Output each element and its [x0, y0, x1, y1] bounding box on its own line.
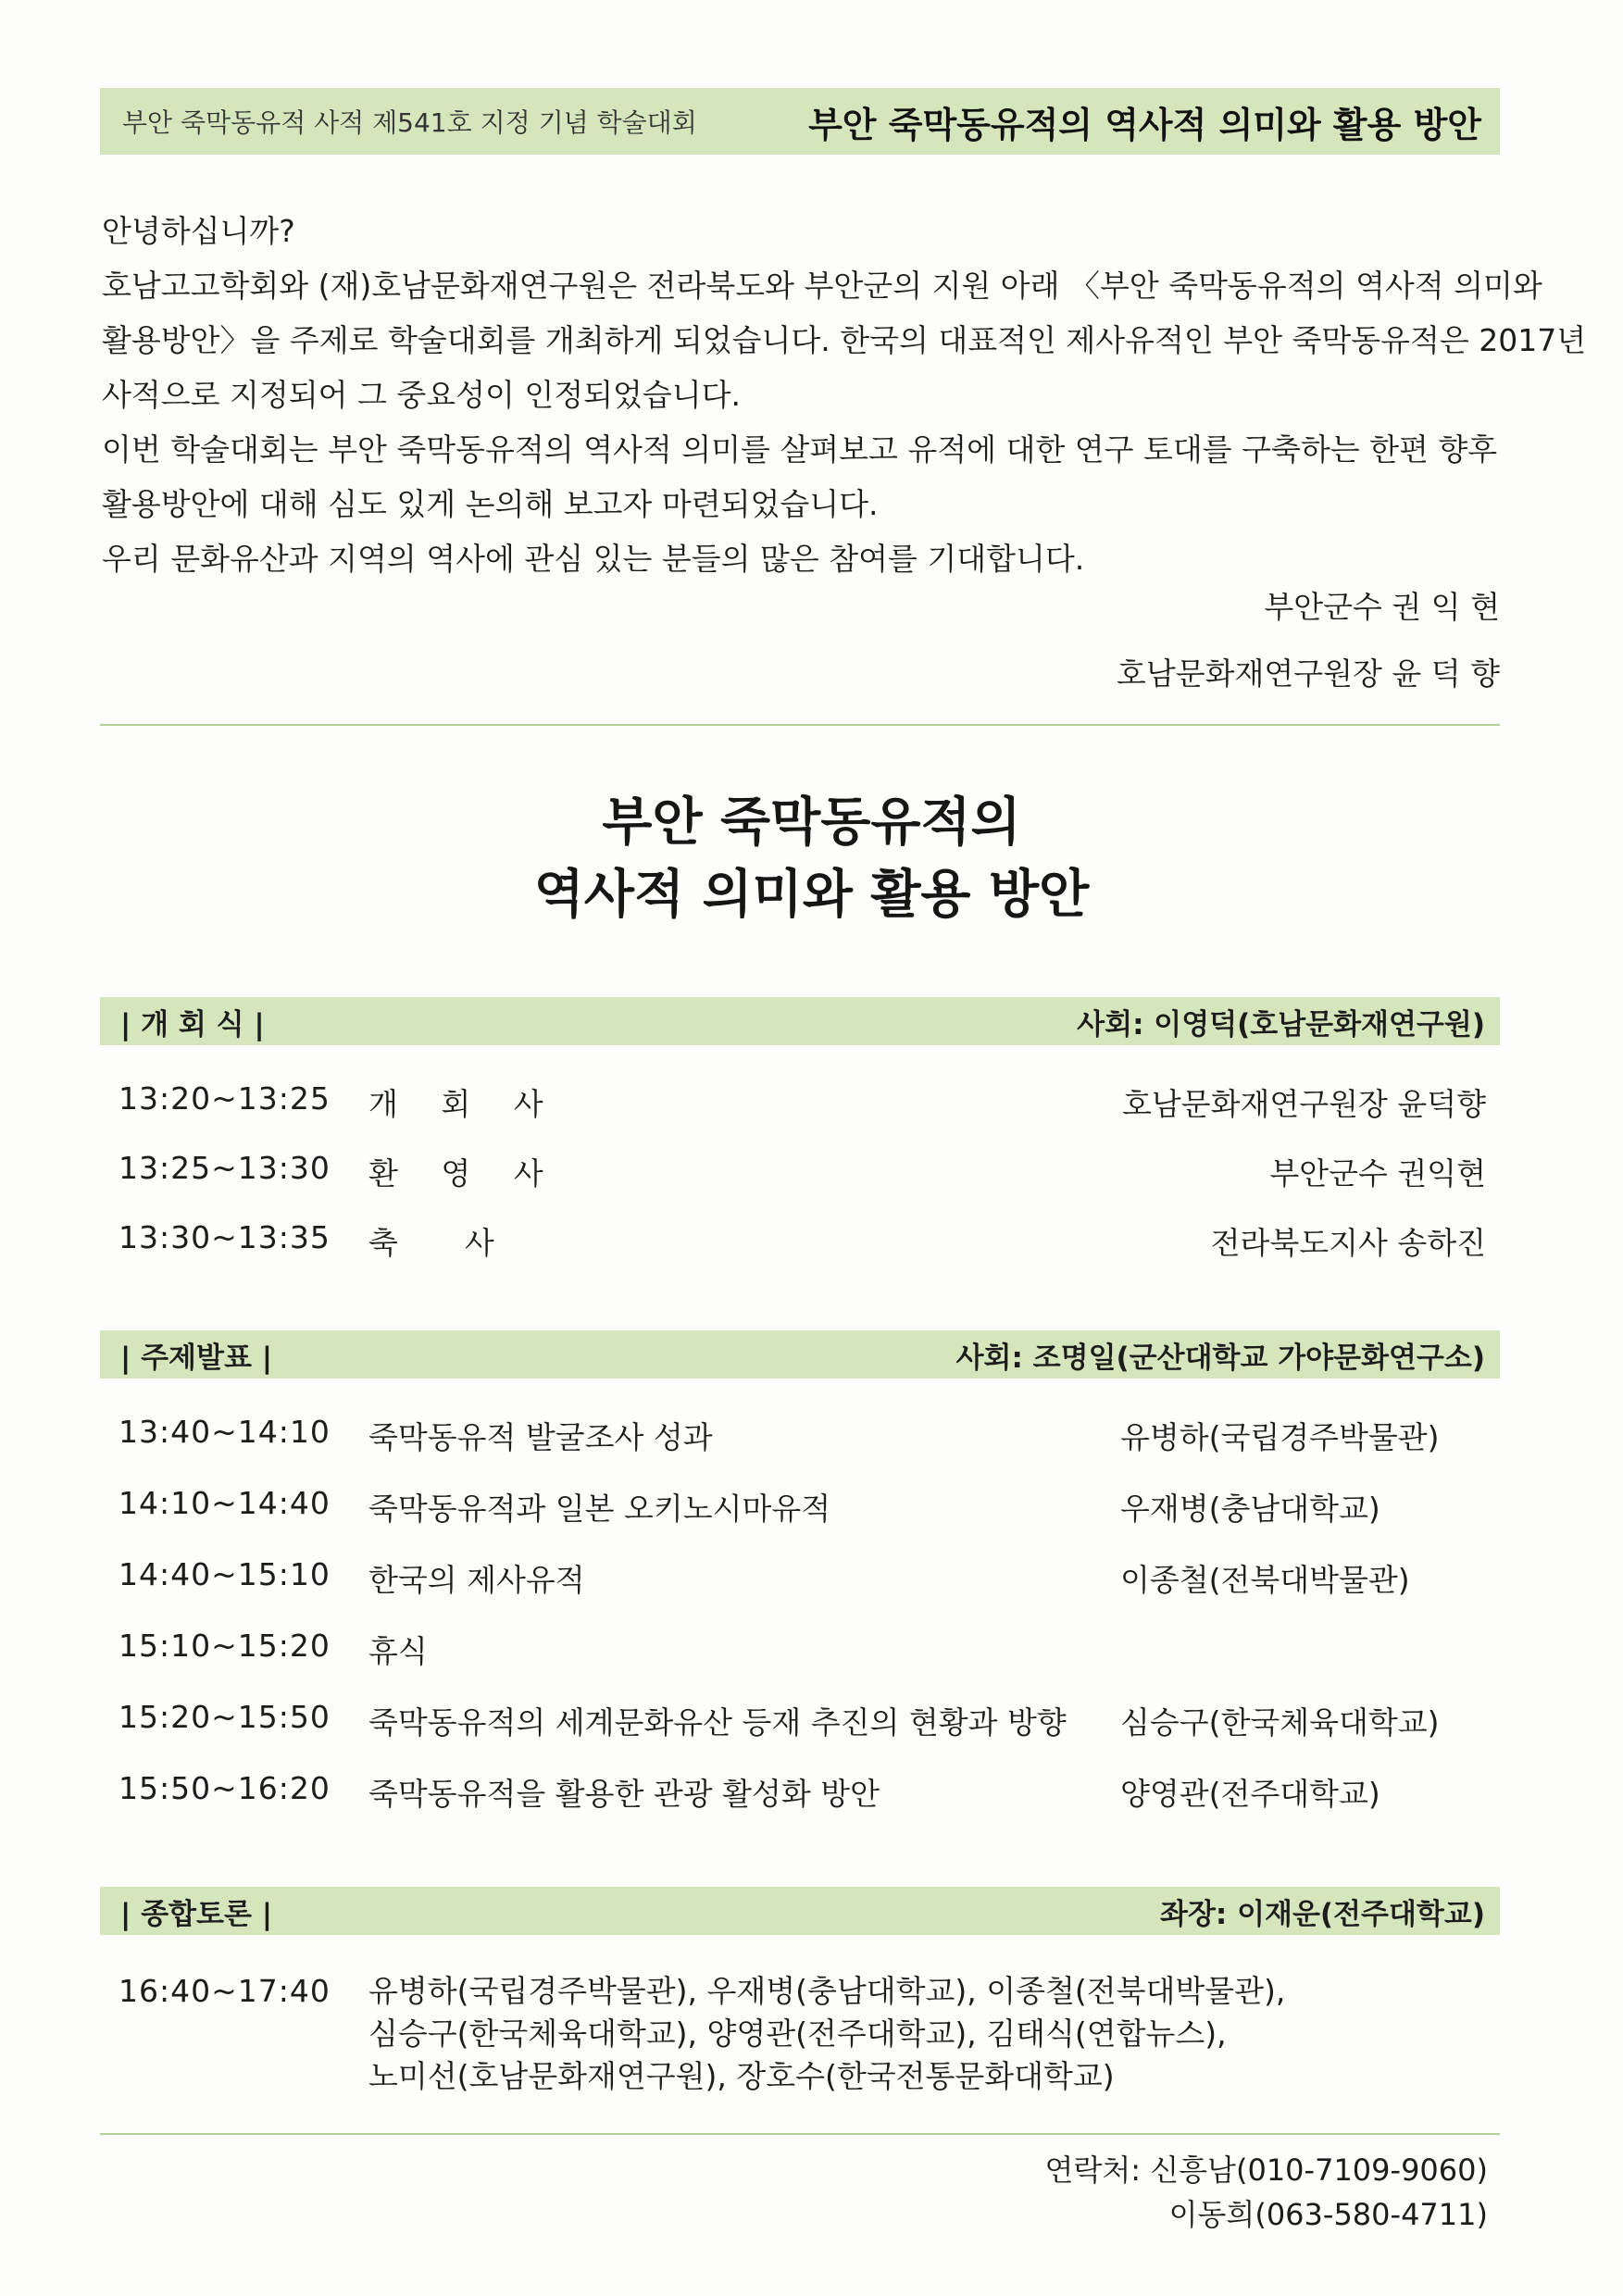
schedule-title: 죽막동유적 발굴조사 성과 — [368, 1419, 713, 1455]
section-label: | 주제발표 | — [120, 1341, 273, 1375]
schedule-presenter: 우재병(충남대학교) — [1120, 1491, 1380, 1527]
schedule-speaker: 부안군수 권익현 — [1269, 1155, 1486, 1192]
schedule-title: 휴식 — [368, 1633, 428, 1669]
schedule-time: 14:40~15:10 — [119, 1556, 331, 1592]
greeting-line: 활용방안〉을 주제로 학술대회를 개최하게 되었습니다. 한국의 대표적인 제사유적인 부안 죽막동유적은 2017년 — [102, 322, 1587, 358]
schedule-time: 14:10~14:40 — [119, 1485, 331, 1521]
schedule-row — [0, 1150, 1623, 1205]
schedule-row — [0, 1080, 1623, 1136]
program-title-line: 부안 죽막동유적의 — [602, 792, 1021, 853]
greeting-line: 사적으로 지정되어 그 중요성이 인정되었습니다. — [102, 377, 742, 413]
section-label: | 종합토론 | — [120, 1897, 273, 1931]
schedule-time: 15:20~15:50 — [119, 1699, 331, 1735]
greeting-line: 이번 학술대회는 부안 죽막동유적의 역사적 의미를 살펴보고 유적에 대한 연구 토대를 구축하는 한편 향후 — [102, 431, 1498, 468]
section-host: 사회: 조명일(군산대학교 가야문화연구소) — [955, 1341, 1485, 1375]
divider — [100, 2133, 1500, 2135]
greeting-line: 활용방안에 대해 심도 있게 논의해 보고자 마련되었습니다. — [102, 486, 879, 522]
header-title: 부안 죽막동유적의 역사적 의미와 활용 방안 — [808, 104, 1481, 145]
header-subtitle: 부안 죽막동유적 사적 제541호 지정 기념 학술대회 — [122, 107, 697, 138]
schedule-presenter: 양영관(전주대학교) — [1120, 1776, 1380, 1812]
schedule-presenter: 심승구(한국체육대학교) — [1120, 1704, 1440, 1741]
section-header-presentations — [100, 1330, 1500, 1379]
contact-info — [1045, 2148, 1488, 2237]
greeting-line: 안녕하십니까? — [102, 213, 295, 249]
schedule-row — [0, 1699, 1623, 1754]
schedule-title: 죽막동유적과 일본 오키노시마유적 — [368, 1491, 831, 1527]
discussion-panelists — [368, 1970, 1285, 2098]
schedule-title: 죽막동유적의 세계문화유산 등재 추진의 현황과 방향 — [368, 1704, 1067, 1741]
schedule-row — [0, 1628, 1623, 1683]
schedule-presenter: 이종철(전북대박물관) — [1120, 1562, 1410, 1598]
schedule-speaker: 호남문화재연구원장 윤덕향 — [1121, 1086, 1486, 1122]
contact-line: 이동희(063-580-4711) — [1168, 2197, 1488, 2232]
schedule-title: 환 영 사 — [368, 1155, 560, 1192]
signature-director: 호남문화재연구원장 윤 덕 향 — [1116, 655, 1500, 692]
program-title — [0, 787, 1623, 931]
greeting-text — [102, 204, 1587, 586]
schedule-time: 13:25~13:30 — [119, 1150, 331, 1186]
schedule-time: 13:20~13:25 — [119, 1080, 331, 1117]
schedule-presenter: 유병하(국립경주박물관) — [1120, 1419, 1440, 1455]
section-host: 좌장: 이재운(전주대학교) — [1160, 1897, 1485, 1931]
schedule-title: 죽막동유적을 활용한 관광 활성화 방안 — [368, 1776, 880, 1812]
greeting-line: 우리 문화유산과 지역의 역사에 관심 있는 분들의 많은 참여를 기대합니다. — [102, 541, 1085, 577]
section-host: 사회: 이영덕(호남문화재연구원) — [1077, 1007, 1485, 1042]
schedule-row — [0, 1556, 1623, 1612]
section-header-opening — [100, 997, 1500, 1045]
schedule-title: 한국의 제사유적 — [368, 1562, 585, 1598]
contact-line: 연락처: 신흥남(010-7109-9060) — [1044, 2152, 1488, 2188]
divider — [100, 724, 1500, 726]
schedule-time: 15:50~16:20 — [119, 1770, 331, 1806]
schedule-row — [0, 1414, 1623, 1469]
schedule-time: 13:40~14:10 — [119, 1414, 331, 1450]
schedule-time: 15:10~15:20 — [119, 1628, 331, 1664]
program-title-line: 역사적 의미와 활용 방안 — [533, 865, 1090, 925]
discussion-time: 16:40~17:40 — [119, 1973, 331, 2009]
schedule-speaker: 전라북도지사 송하진 — [1210, 1225, 1486, 1261]
schedule-row — [0, 1485, 1623, 1541]
schedule-time: 13:30~13:35 — [119, 1219, 331, 1255]
greeting-line: 호남고고학회와 (재)호남문화재연구원은 전라북도와 부안군의 지원 아래 〈부안 죽막동유적의 역사적 의미와 — [102, 268, 1542, 304]
schedule-row — [0, 1219, 1623, 1275]
signature-governor: 부안군수 권 익 현 — [1264, 589, 1500, 625]
panelist-line: 유병하(국립경주박물관), 우재병(충남대학교), 이종철(전북대박물관), — [368, 1973, 1286, 2009]
schedule-title: 개 회 사 — [368, 1086, 560, 1122]
header-band — [100, 88, 1500, 155]
schedule-title: 축 사 — [368, 1225, 500, 1261]
panelist-line: 심승구(한국체육대학교), 양영관(전주대학교), 김태식(연합뉴스), — [368, 2015, 1227, 2052]
section-label: | 개 회 식 | — [120, 1007, 265, 1042]
section-header-discussion — [100, 1887, 1500, 1935]
schedule-row — [0, 1770, 1623, 1826]
panelist-line: 노미선(호남문화재연구원), 장호수(한국전통문화대학교) — [368, 2058, 1115, 2094]
